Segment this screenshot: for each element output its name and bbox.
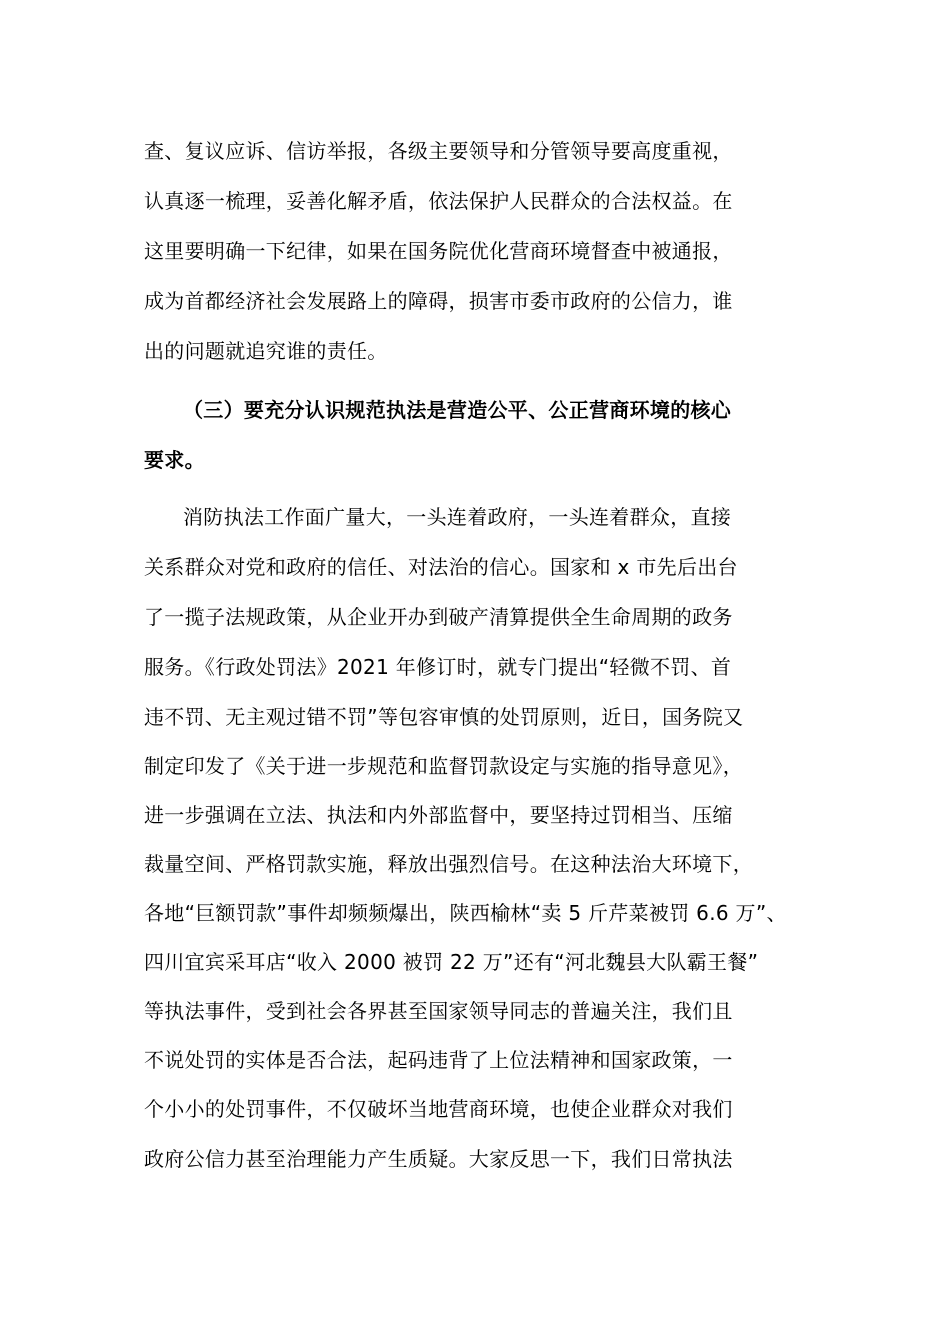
text-line: 等执法事件，受到社会各界甚至国家领导同志的普遍关注，我们且 — [144, 999, 733, 1023]
text-line: 了一揽子法规政策，从企业开办到破产清算提供全生命周期的政务 — [144, 605, 733, 629]
text-line: 制定印发了《关于进一步规范和监督罚款设定与实施的指导意见》， — [144, 754, 743, 778]
text-line: 政府公信力甚至治理能力产生质疑。大家反思一下，我们日常执法 — [144, 1147, 733, 1171]
text-line: 关系群众对党和政府的信任、对法治的信心。国家和 x 市先后出台 — [144, 555, 738, 579]
text-line: 出的问题就追究谁的责任。 — [144, 339, 388, 363]
text-line: 成为首都经济社会发展路上的障碍，损害市委市政府的公信力，谁 — [144, 289, 733, 313]
text-line: 个小小的处罚事件，不仅破坏当地营商环境，也使企业群众对我们 — [144, 1097, 733, 1121]
text-line: 各地“巨额罚款”事件却频频爆出，陕西榆林“卖 5 斤芹菜被罚 6.6 万”、 — [144, 901, 787, 925]
text-line: 不说处罚的实体是否合法，起码违背了上位法精神和国家政策，一 — [144, 1048, 733, 1072]
heading-line: 要求。 — [144, 448, 205, 472]
text-line: 进一步强调在立法、执法和内外部监督中，要坚持过罚相当、压缩 — [144, 803, 733, 827]
text-line: 这里要明确一下纪律，如果在国务院优化营商环境督查中被通报， — [144, 239, 733, 263]
text-line: 查、复议应诉、信访举报，各级主要领导和分管领导要高度重视， — [144, 139, 733, 163]
text-line: 违不罚、无主观过错不罚”等包容审慎的处罚原则，近日，国务院又 — [144, 705, 744, 729]
text-line: 服务。《行政处罚法》2021 年修订时，就专门提出“轻微不罚、首 — [144, 655, 732, 679]
text-line: 四川宜宾采耳店“收入 2000 被罚 22 万”还有“河北魏县大队霸王餐” — [144, 950, 759, 974]
heading-line: （三）要充分认识规范执法是营造公平、公正营商环境的核心 — [183, 398, 732, 422]
text-line: 认真逐一梳理，妥善化解矛盾，依法保护人民群众的合法权益。在 — [144, 189, 733, 213]
text-line: 裁量空间、严格罚款实施，释放出强烈信号。在这种法治大环境下， — [144, 852, 753, 876]
text-line: 消防执法工作面广量大，一头连着政府，一头连着群众，直接 — [183, 505, 732, 529]
